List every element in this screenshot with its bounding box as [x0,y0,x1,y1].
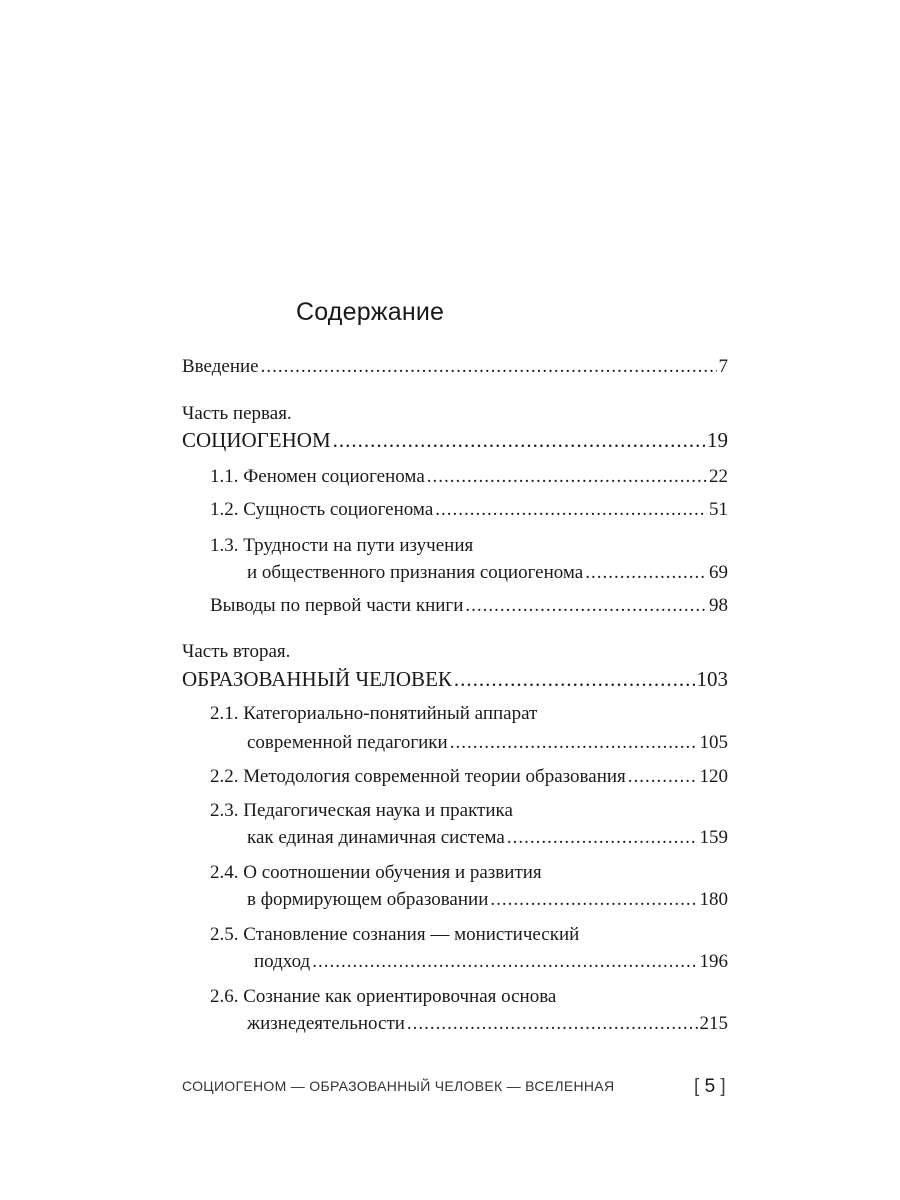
toc-entry-label: Выводы по первой части книги [210,595,464,616]
toc-entry-page: 215 [699,1013,728,1034]
toc-entry-label: подход [254,951,311,972]
toc-entry-page: 180 [699,889,728,910]
bracket-close: ] [720,1076,726,1097]
toc-entry-1-1[interactable] [210,465,728,489]
page-number-value: 5 [704,1076,716,1097]
toc-entry-page: 120 [699,766,728,787]
toc-entry-1-2[interactable] [210,498,728,522]
toc-entry-label: 1.1. Феномен социогенома [210,466,425,487]
toc-entry-1-3[interactable] [247,561,728,585]
toc-entry-2-5-line1[interactable]: 2.5. Становление сознания — монистический [210,924,580,945]
toc-entry-2-2[interactable] [210,765,728,789]
toc-entry-label: в формирующем образовании [247,889,489,910]
toc-entry-part2[interactable] [182,667,728,691]
toc-entry-2-3-line1[interactable]: 2.3. Педагогическая наука и практика [210,800,513,821]
toc-leader-dots [628,765,698,789]
running-footer: СОЦИОГЕНОМ — ОБРАЗОВАННЫЙ ЧЕЛОВЕК — ВСЕЛЕННАЯ [182,1078,615,1094]
toc-entry-part1-conclusions[interactable] [210,594,728,618]
toc-entry-2-5[interactable] [254,950,728,974]
toc-leader-dots [585,561,707,585]
page-title: Содержание [296,298,445,326]
toc-entry-page: 98 [709,595,728,616]
toc-entry-2-6[interactable] [247,1012,728,1036]
toc-leader-dots [427,465,707,489]
toc-leader-dots [450,731,698,755]
part2-heading: Часть вторая. [182,641,291,662]
toc-entry-label: жизнедеятельности [247,1013,405,1034]
toc-entry-2-1-line1[interactable]: 2.1. Категориально-понятийный аппарат [210,703,538,724]
part1-heading: Часть первая. [182,403,292,424]
toc-entry-label: Введение [182,356,259,377]
toc-leader-dots [435,498,707,522]
toc-entry-page: 7 [718,356,728,377]
toc-entry-label: современной педагогики [247,732,448,753]
toc-entry-page: 103 [696,667,728,691]
toc-entry-label: СОЦИОГЕНОМ [182,428,331,452]
toc-entry-page: 69 [709,562,728,583]
toc-entry-2-1[interactable] [247,731,728,755]
toc-leader-dots [507,826,698,850]
toc-entry-page: 196 [699,951,728,972]
toc-entry-label: как единая динамичная система [247,827,505,848]
toc-leader-dots [490,888,697,912]
page-number [694,1076,726,1098]
bracket-open: [ [694,1076,700,1097]
toc-entry-intro[interactable] [182,355,728,379]
toc-entry-2-4[interactable] [247,888,728,912]
toc-leader-dots [312,950,697,974]
toc-entry-page: 51 [709,499,728,520]
toc-entry-label: ОБРАЗОВАННЫЙ ЧЕЛОВЕК [182,667,452,691]
toc-entry-page: 22 [709,466,728,487]
toc-entry-page: 19 [707,428,728,452]
toc-entry-label: 2.2. Методология современной теории образования [210,766,626,787]
toc-entry-2-4-line1[interactable]: 2.4. О соотношении обучения и развития [210,862,542,883]
toc-entry-part1[interactable] [182,428,728,452]
toc-leader-dots [465,594,707,618]
toc-entry-2-3[interactable] [247,826,728,850]
toc-entry-page: 105 [699,732,728,753]
toc-entry-page: 159 [699,827,728,848]
toc-leader-dots [333,428,705,452]
toc-entry-label: 1.2. Сущность социогенома [210,499,434,520]
toc-leader-dots [454,667,695,691]
toc-entry-2-6-line1[interactable]: 2.6. Сознание как ориентировочная основа [210,986,557,1007]
toc-leader-dots [261,355,717,379]
toc-entry-label: и общественного признания социогенома [247,562,584,583]
toc-leader-dots [407,1012,698,1036]
toc-entry-1-3-line1[interactable]: 1.3. Трудности на пути изучения [210,535,474,556]
